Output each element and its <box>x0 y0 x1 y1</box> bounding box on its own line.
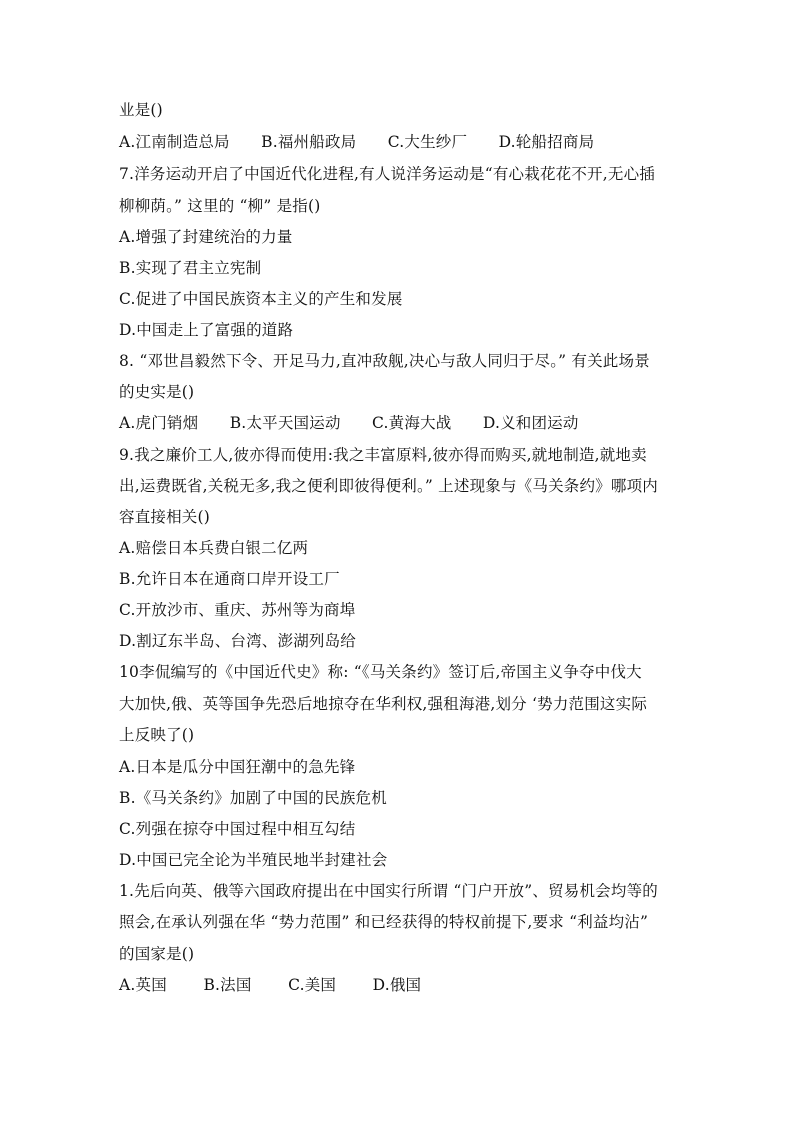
question-10-option-a: A.日本是瓜分中国狂潮中的急先锋 <box>119 758 356 776</box>
question-10-option-c: C.列强在掠夺中国过程中相互勾结 <box>119 820 356 838</box>
text-line: 业是() <box>119 101 163 119</box>
question-7-option-c: C.促进了中国民族资本主义的产生和发展 <box>119 290 403 308</box>
option-row: A.江南制造总局 B.福州船政局 C.大生纱厂 D.轮船招商局 <box>119 133 595 151</box>
question-9-option-b: B.允许日本在通商口岸开设工厂 <box>119 570 340 588</box>
question-8-options: A.虎门销烟 B.太平天国运动 C.黄海大战 D.义和团运动 <box>119 414 579 432</box>
question-9-option-a: A.赔偿日本兵费白银二亿两 <box>119 539 309 557</box>
question-7-option-b: B.实现了君主立宪制 <box>119 259 262 277</box>
question-9-stem-cont: 出,运费既省,关税无多,我之便利即彼得便利。” 上述现象与《马关条约》哪项内 <box>119 477 658 495</box>
question-8-stem: 8. “邓世昌毅然下令、开足马力,直冲敌舰,决心与敌人同归于尽。” 有关此场景 <box>119 352 650 370</box>
question-10-option-b: B.《马关条约》加剧了中国的民族危机 <box>119 789 387 807</box>
question-10-stem-cont: 上反映了() <box>119 726 195 744</box>
question-10-stem-cont: 大加快,俄、英等国争先恐后地掠夺在华利权,强租海港,划分 ‘势力范围这实际 <box>119 695 648 713</box>
question-9-stem-cont: 容直接相关() <box>119 508 210 526</box>
question-11-stem-cont: 的国家是() <box>119 945 195 963</box>
question-7-stem-cont: 柳柳荫。” 这里的 “柳” 是指() <box>119 197 321 215</box>
question-7-option-a: A.增强了封建统治的力量 <box>119 228 293 246</box>
question-7-option-d: D.中国走上了富强的道路 <box>119 321 294 339</box>
question-11-options: A.英国 B.法国 C.美国 D.俄国 <box>119 976 422 994</box>
question-7-stem: 7.洋务运动开启了中国近代化进程,有人说洋务运动是“有心栽花花不开,无心插 <box>119 165 655 183</box>
question-10-option-d: D.中国已完全论为半殖民地半封建社会 <box>119 851 388 869</box>
question-11-stem: 1.先后向英、俄等六国政府提出在中国实行所谓 “门户开放”、贸易机会均等的 <box>119 882 658 900</box>
question-8-stem-cont: 的史实是() <box>119 383 195 401</box>
question-9-stem: 9.我之廉价工人,彼亦得而使用:我之丰富原料,彼亦得而购买,就地制造,就地卖 <box>119 446 647 464</box>
question-9-option-d: D.割辽东半岛、台湾、澎湖列岛给 <box>119 632 357 650</box>
question-9-option-c: C.开放沙市、重庆、苏州等为商埠 <box>119 601 356 619</box>
question-11-stem-cont: 照会,在承认列强在华 “势力范围” 和已经获得的特权前提下,要求 “利益均沾” <box>119 913 649 931</box>
question-10-stem: 10李侃编写的《中国近代史》称: “《马关条约》签订后,帝国主义争夺中伐大 <box>119 663 642 681</box>
